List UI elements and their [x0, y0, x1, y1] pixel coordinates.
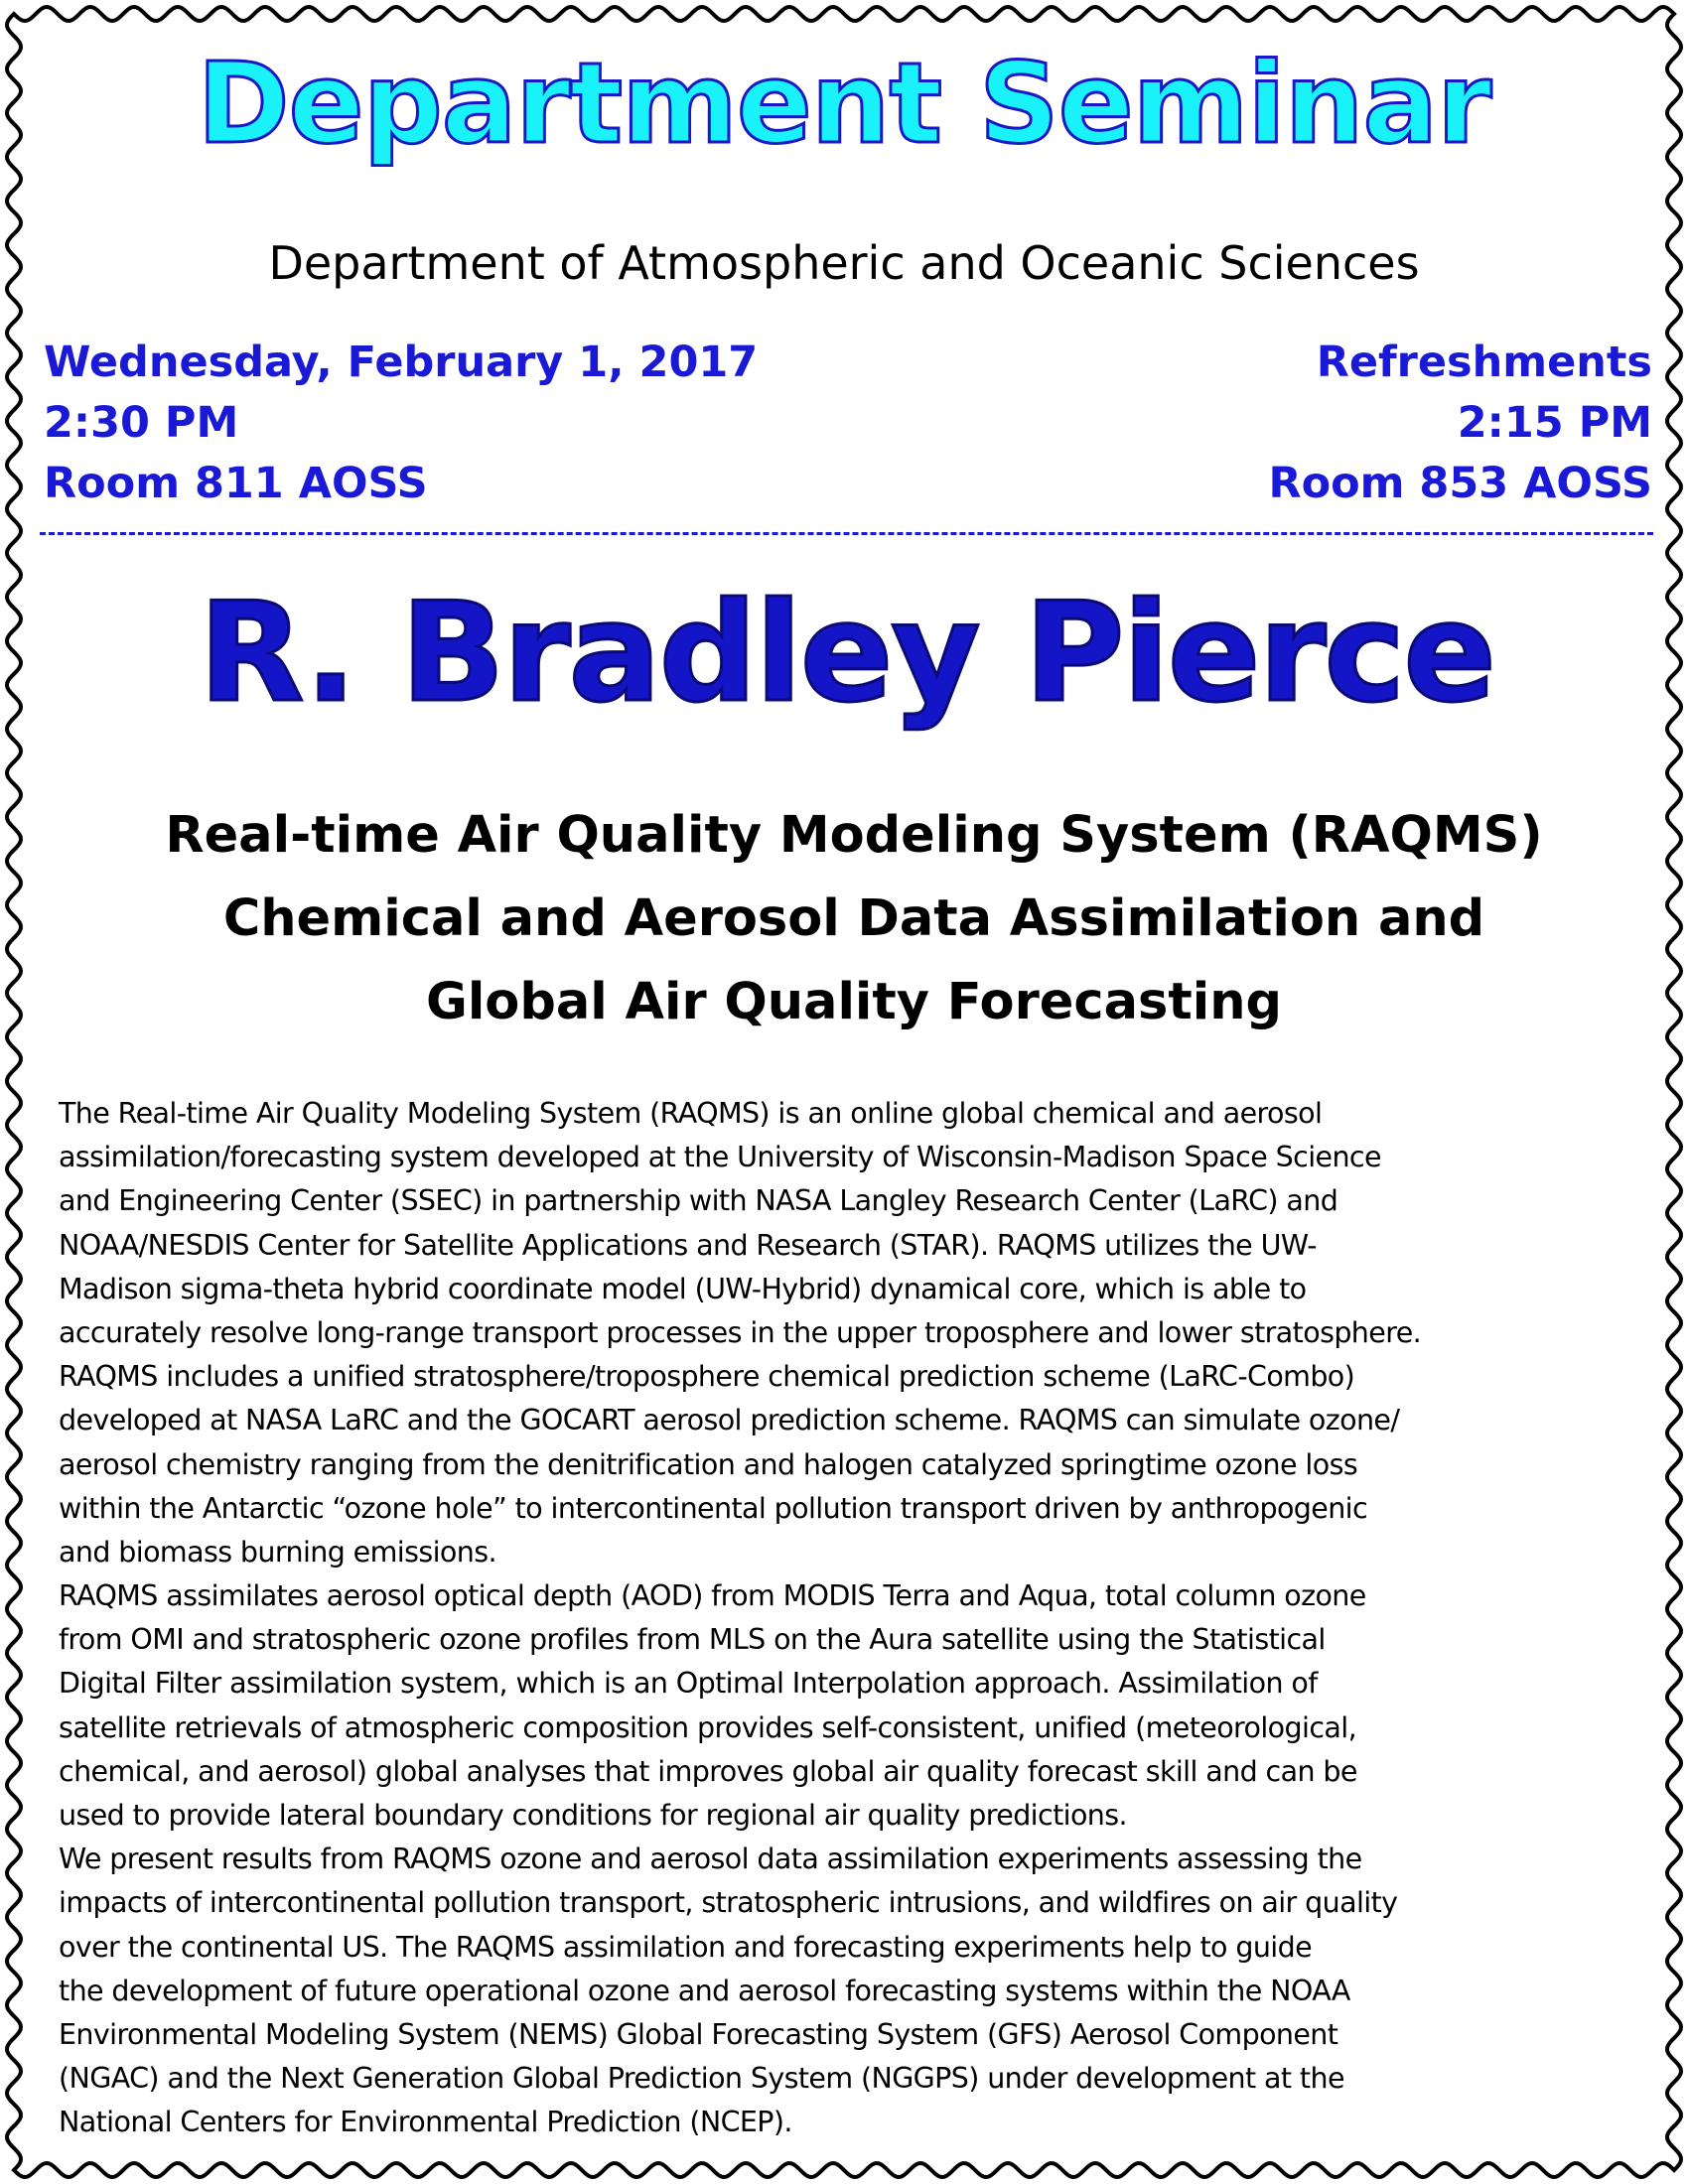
abstract-line: RAQMS assimilates aerosol optical depth (AOD) from MODIS Terra and Aqua, total column ozone [59, 1579, 1366, 1613]
abstract-line: and biomass burning emissions. [59, 1535, 496, 1569]
abstract-line: developed at NASA LaRC and the GOCART aerosol prediction scheme. RAQMS can simulate ozone/ [59, 1404, 1400, 1437]
talk-title-line: Real-time Air Quality Modeling System (RAQMS) [165, 806, 1543, 865]
event-details [44, 333, 758, 514]
abstract-line: and Engineering Center (SSEC) in partnership with NASA Langley Research Center (LaRC) and [59, 1184, 1338, 1218]
abstract-line: RAQMS includes a unified stratosphere/troposphere chemical prediction scheme (LaRC-Combo) [59, 1360, 1355, 1394]
abstract-line: the development of future operational ozone and aerosol forecasting systems within the NOAA [59, 1974, 1350, 2007]
abstract-line: chemical, and aerosol) global analyses that improves global air quality forecast skill and can be [59, 1754, 1357, 1788]
seminar-title: Department Seminar [197, 40, 1491, 169]
abstract-line: aerosol chemistry ranging from the denitrification and halogen catalyzed springtime ozone loss [59, 1447, 1358, 1481]
abstract-line: accurately resolve long-range transport processes in the upper troposphere and lower stratosphere. [59, 1315, 1422, 1349]
abstract-line: over the continental US. The RAQMS assimilation and forecasting experiments help to guide [59, 1930, 1313, 1964]
event-date: Wednesday, February 1, 2017 [44, 338, 759, 387]
abstract-line: Madison sigma-theta hybrid coordinate model (UW-Hybrid) dynamical core, which is able to [59, 1272, 1307, 1305]
refreshments-details [1268, 333, 1652, 514]
abstract-line: assimilation/forecasting system developed at the University of Wisconsin-Madison Space Science [59, 1141, 1381, 1174]
abstract-line: Digital Filter assimilation system, which is an Optimal Interpolation approach. Assimilation of [59, 1667, 1318, 1701]
refreshments-time: 2:15 PM [1457, 398, 1652, 448]
speaker-name: R. Bradley Pierce [199, 573, 1494, 733]
abstract-line: (NGAC) and the Next Generation Global Prediction System (NGGPS) under development at the [59, 2062, 1344, 2096]
talk-title-line: Global Air Quality Forecasting [425, 973, 1283, 1031]
abstract-line: NOAA/NESDIS Center for Satellite Applications and Research (STAR). RAQMS utilizes the UW- [59, 1228, 1317, 1262]
event-room: Room 811 AOSS [44, 459, 428, 508]
abstract-line: The Real-time Air Quality Modeling System (RAQMS) is an online global chemical and aerosol [59, 1097, 1323, 1130]
talk-title-line: Chemical and Aerosol Data Assimilation and [222, 889, 1485, 948]
refreshments-label: Refreshments [1316, 338, 1652, 387]
abstract-line: satellite retrievals of atmospheric composition provides self-consistent, unified (meteorological, [59, 1710, 1357, 1744]
abstract-line: We present results from RAQMS ozone and aerosol data assimilation experiments assessing the [59, 1843, 1362, 1876]
refreshments-room: Room 853 AOSS [1268, 459, 1652, 508]
divider [40, 532, 1653, 535]
abstract-line: Environmental Modeling System (NEMS) Global Forecasting System (GFS) Aerosol Component [59, 2017, 1338, 2051]
abstract-line: from OMI and stratospheric ozone profiles from MLS on the Aura satellite using the Statistical [59, 1623, 1326, 1657]
abstract [59, 1092, 1667, 2145]
department-name: Department of Atmospheric and Oceanic Sciences [268, 236, 1420, 290]
abstract-line: National Centers for Environmental Prediction (NCEP). [59, 2106, 792, 2139]
abstract-line: impacts of intercontinental pollution transport, stratospheric intrusions, and wildfires on air quality [59, 1886, 1398, 1920]
event-time: 2:30 PM [44, 398, 239, 448]
abstract-line: within the Antarctic “ozone hole” to intercontinental pollution transport driven by anthropogenic [59, 1491, 1368, 1525]
abstract-line: used to provide lateral boundary conditions for regional air quality predictions. [59, 1799, 1127, 1832]
talk-title [60, 794, 1648, 1044]
